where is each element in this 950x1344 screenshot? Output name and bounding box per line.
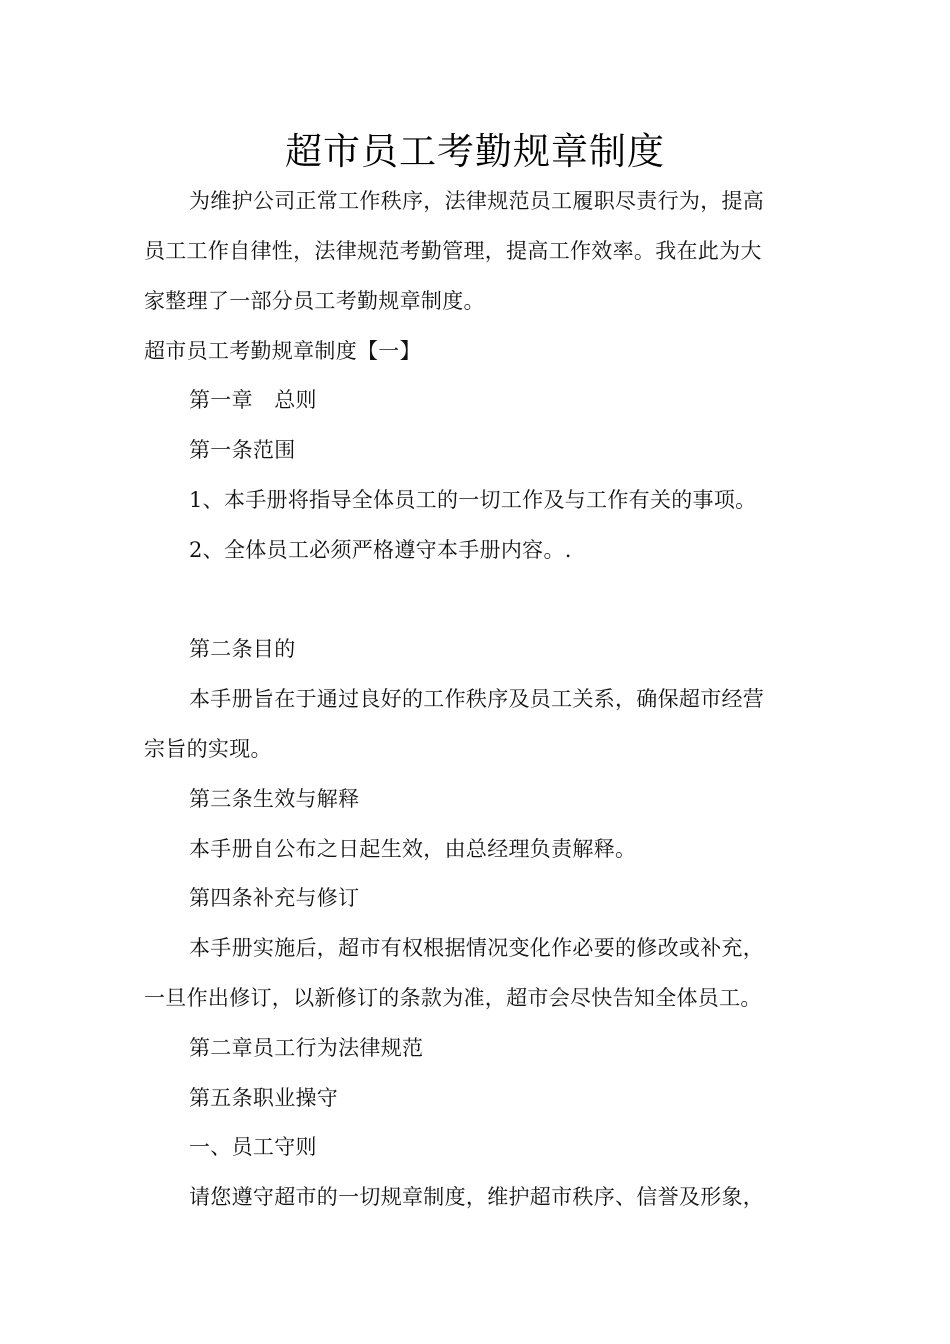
paragraph-line: 本手册自公布之日起生效，由总经理负责解释。 xyxy=(189,837,637,861)
subsection-heading: 一、员工守则 xyxy=(189,1135,317,1159)
paragraph-line: 1、本手册将指导全体员工的一切工作及与工作有关的事项。 xyxy=(189,488,757,512)
document-title: 超市员工考勤规章制度 xyxy=(285,130,665,173)
paragraph-line: 宗旨的实现。 xyxy=(144,737,272,761)
paragraph-line: 2、全体员工必须严格遵守本手册内容。. xyxy=(189,538,572,562)
paragraph-line: 请您遵守超市的一切规章制度，维护超市秩序、信誉及形象， xyxy=(189,1185,765,1209)
article-heading: 第四条补充与修订 xyxy=(189,886,360,910)
paragraph-line: 为维护公司正常工作秩序，法律规范员工履职尽责行为，提高 xyxy=(189,189,765,213)
section-heading: 超市员工考勤规章制度【一】 xyxy=(144,339,421,363)
paragraph-line: 本手册旨在于通过良好的工作秩序及员工关系，确保超市经营 xyxy=(189,687,765,711)
article-heading: 第五条职业操守 xyxy=(189,1086,339,1110)
article-heading: 第一条范围 xyxy=(189,438,296,462)
article-heading: 第三条生效与解释 xyxy=(189,787,360,811)
paragraph-line: 家整理了一部分员工考勤规章制度。 xyxy=(144,289,485,313)
paragraph-line: 一旦作出修订，以新修订的条款为准，超市会尽快告知全体员工。 xyxy=(144,986,762,1010)
chapter-heading: 第二章员工行为法律规范 xyxy=(189,1036,424,1060)
paragraph-line: 员工工作自律性，法律规范考勤管理，提高工作效率。我在此为大 xyxy=(144,239,762,263)
article-heading: 第二条目的 xyxy=(189,637,296,661)
paragraph-line: 本手册实施后，超市有权根据情况变化作必要的修改或补充， xyxy=(189,936,765,960)
chapter-heading: 第一章 总则 xyxy=(189,388,317,412)
